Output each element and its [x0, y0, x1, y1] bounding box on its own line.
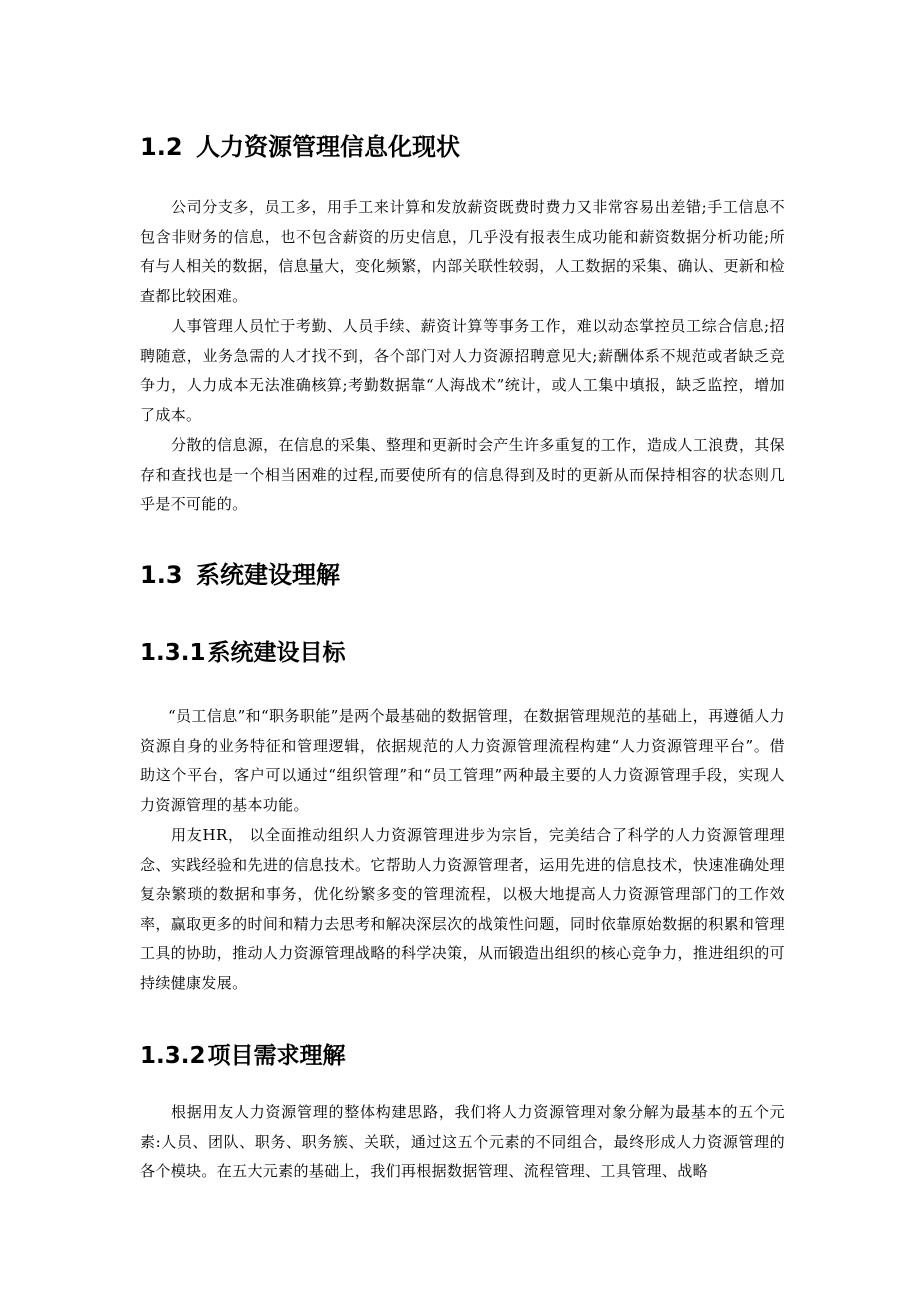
paragraph: 人事管理人员忙于考勤、人员手续、薪资计算等事务工作，难以动态掌控员工综合信息;招聘随意，业务急需的人才找不到，各个部门对人力资源招聘意见大;薪酬体系不规范或者缺乏竞争力，人力成本无法准确核算;考勤数据靠“人海战术”统计，或人工集中填报，缺乏监控，增加了成本。 — [140, 317, 785, 424]
section-title: 项目需求理解 — [207, 1043, 346, 1069]
section-heading-1-2 — [140, 127, 460, 162]
paragraph: 公司分支多，员工多，用手工来计算和发放薪资既费时费力又非常容易出差错;手工信息不包含非财务的信息，也不包含薪资的历史信息，几乎没有报表生成功能和薪资数据分析功能;所有与人相关的数据，信息量大，变化频繁，内部关联性较弱，人工数据的采集、确认、更新和检查都比较困难。 — [140, 198, 785, 305]
section-title: 系统建设理解 — [196, 561, 340, 589]
paragraph: 根据用友人力资源管理的整体构建思路，我们将人力资源管理对象分解为最基本的五个元素:人员、团队、职务、职务簇、关联，通过这五个元素的不同组合，最终形成人力资源管理的各个模块。在五大元素的基础上，我们再根据数据管理、流程管理、工具管理、战略 — [140, 1103, 785, 1181]
section-number: 1.3.2 — [140, 1043, 206, 1069]
section-number: 1.3.1 — [140, 640, 206, 666]
section-number: 1.2 — [140, 133, 183, 161]
section-number: 1.3 — [140, 561, 183, 589]
section-title: 人力资源管理信息化现状 — [196, 133, 460, 161]
section-heading-1-3 — [140, 555, 340, 590]
paragraph: “员工信息”和“职务职能”是两个最基础的数据管理，在数据管理规范的基础上，再遵循人力资源自身的业务特征和管理逻辑，依据规范的人力资源管理流程构建“人力资源管理平台”。借助这个平台，客户可以通过“组织管理”和“员工管理”两种最主要的人力资源管理手段，实现人力资源管理的基本功能。 — [140, 707, 785, 814]
subsection-heading-1-3-2 — [140, 1037, 346, 1070]
paragraph: 分散的信息源，在信息的采集、整理和更新时会产生许多重复的工作，造成人工浪费，其保存和查找也是一个相当困难的过程,而要使所有的信息得到及时的更新从而保持相容的状态则几乎是不可能的。 — [140, 436, 786, 514]
paragraph: 用友HR， 以全面推动组织人力资源管理进步为宗旨，完美结合了科学的人力资源管理理念、实践经验和先进的信息技术。它帮助人力资源管理者，运用先进的信息技术，快速准确处理复杂繁琐的数据和事务，优化纷繁多变的管理流程，以极大地提高人力资源管理部门的工作效率，赢取更多的时间和精力去思考和解决深层次的战策性问题，同时依靠原始数据的积累和管理工具的协助，推动人力资源管理战略的科学决策，从而锻造出组织的核心竞争力，推进组织的可持续健康发展。 — [140, 826, 785, 992]
section-title: 系统建设目标 — [207, 640, 346, 666]
subsection-heading-1-3-1 — [140, 634, 346, 667]
